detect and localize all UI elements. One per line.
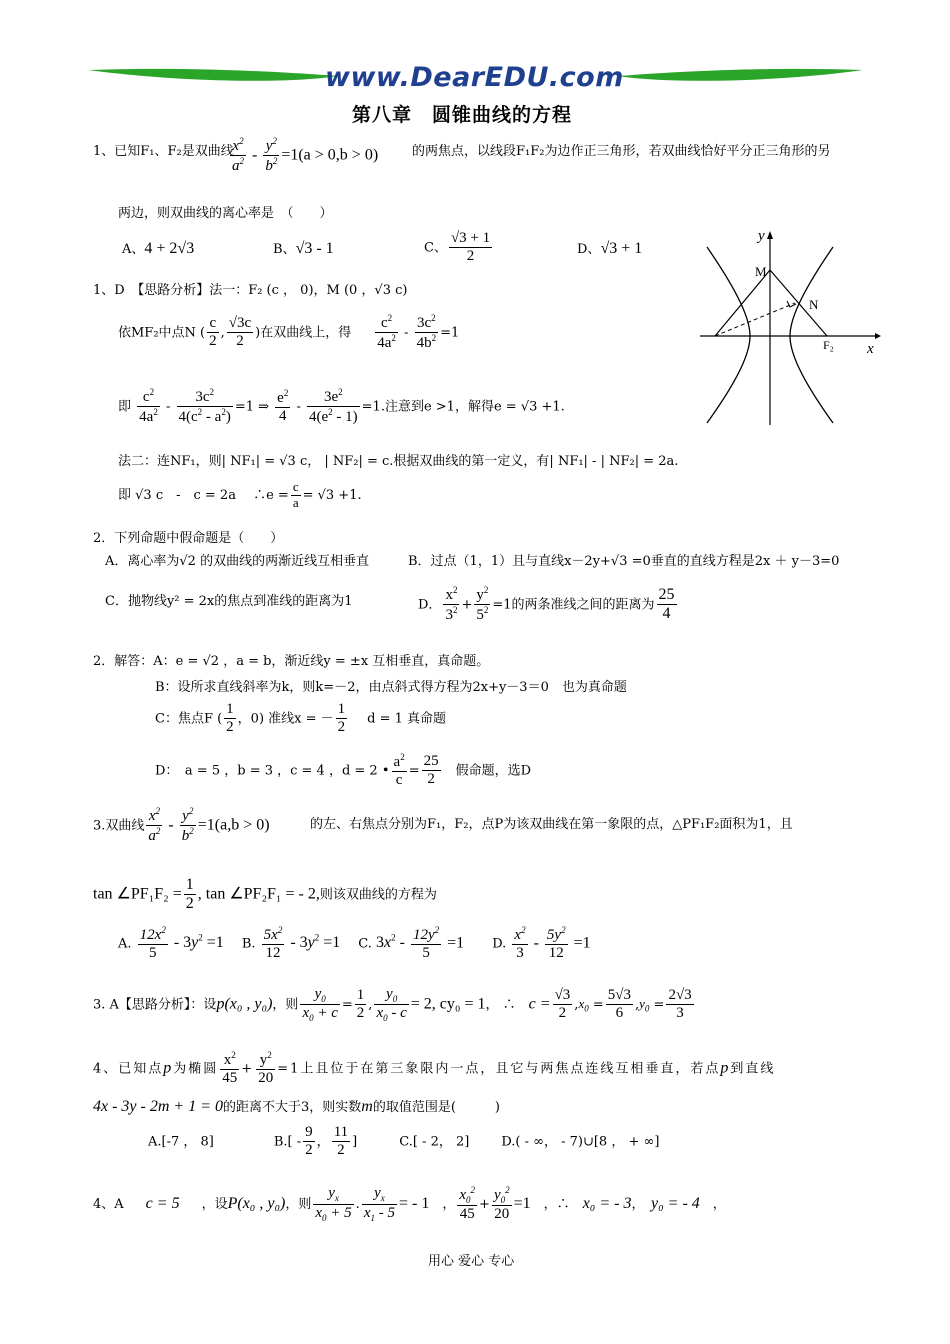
point-f2-label: F₂ [823, 338, 834, 352]
q1-stem-b: 的两焦点，以线段F₁F₂为边作正三角形，若双曲线恰好平分正三角形的另 [412, 144, 831, 159]
q1-stem-c: 两边，则双曲线的离心率是 （ ） [118, 206, 333, 221]
q3-line2: tan ∠PF₁F₂ = $\frac{1}{2}$ , tan ∠PF₂F₁ = - 2,则该双曲线的方程为 [93, 876, 437, 913]
q1-equation: $\frac{x^2}{a^2}$ - $\frac{y^2}{b^2}$ =1(a > 0,b > 0) [232, 136, 379, 175]
q2-stem: 2．下列命题中假命题是（ ） [93, 531, 284, 546]
q1-option-b: B、√3 - 1 [273, 240, 334, 257]
point-m-label: M [755, 264, 767, 279]
y-axis-label: y [758, 228, 765, 244]
q1-option-a: A、4 + 2√3 [122, 240, 195, 257]
left-branch [707, 247, 750, 423]
triangle-left-side [715, 270, 770, 336]
s2-line3: C：焦点F ( $\frac{1}{2}$ ，0) 准线x = － $\frac{1}{2}$ d = 1 真命题 [155, 701, 447, 736]
s1-line5: 即 √3 c - c = 2a ∴e = $\frac{c}{a}$ = √3 +1. [118, 479, 362, 510]
s2-line1: 2．解答：A：e = √2 ，a = b，渐近线y = ±x 互相垂直，真命题。 [93, 654, 490, 669]
s4-line: 4、A c = 5 ，设P(x₀ , y₀)，则 $\frac{y_x}{x_0 + 5}$ . $\frac{y_x}{x_1 - 5}$ = - 1 ， $\frac{x_0^2}{45}$ + $\frac{y_0^2}{20}$ =1 ，∴ x₀ = - 3， y₀ = - 4 ， [93, 1185, 726, 1223]
point-n-label: N [809, 297, 819, 312]
s2-line2: B：设所求直线斜率为k，则k=－2，由点斜式得方程为2x+y－3＝0 也为真命题 [155, 680, 627, 695]
s1-line3: 即 $\frac{c^2}{4a^2}$ - $\frac{3c^2}{4(c^2 - a^2)}$ =1 ⇒ $\frac{e^2}{4}$ - $\frac{3e^2}{4(e^2 - 1)}$ =1.注意到e >1，解得e = √3 +1. [118, 387, 565, 426]
q1-option-c: C、 $\frac{√3 + 1}{2}$ [424, 230, 491, 265]
left-leaf-decoration [88, 69, 338, 81]
q2-option-b: B．过点（1，1）且与直线x－2y+√3 =0垂直的直线方程是2x ＋ y－3=0 [408, 554, 840, 569]
q2-option-a: A．离心率为√2 的双曲线的两渐近线互相垂直 [105, 554, 370, 569]
page-footer: 用心 爱心 专心 [428, 1254, 515, 1269]
hyperbola-figure [695, 225, 895, 430]
page-title: 第八章 圆锥曲线的方程 [352, 104, 573, 126]
right-leaf-decoration [618, 69, 863, 81]
triangle-right-side [770, 270, 827, 336]
q2-option-d: D． $\frac{x^2}{3^2}$ + $\frac{y^2}{5^2}$ =1的两条准线之间的距离为 $\frac{25}{4}$ [418, 585, 675, 624]
q3-stem-b: 的左、右焦点分别为F₁，F₂，点P为该双曲线在第一象限的点，△PF₁F₂面积为1，且 [310, 817, 793, 832]
q1-option-d: D、√3 + 1 [577, 240, 643, 257]
s2-line4: D： a = 5 ，b = 3 ，c = 4 ，d = 2 • $\frac{a^2}{c}$ = $\frac{25}{2}$ 假命题，选D [155, 752, 532, 789]
q3-options: A. $\frac{12x^2}{5}$ - $3y^2 =1$ B. $\frac{5x^2}{12}$ - $3y^2 =1$ C. $3x^2$ - $\frac{12y^2}{5}$ =1 D. $\frac{x^2}{3}$ - $\frac{5y^2}{12}$ =1 [118, 925, 591, 962]
site-logo: www.DearEDU.com [325, 62, 624, 93]
q2-option-c: C．抛物线y² = 2x的焦点到准线的距离为1 [105, 594, 353, 609]
x-axis-arrow [875, 333, 881, 339]
q4-stem: 4、已知点p为椭圆 $\frac{x^2}{45}$ + $\frac{y^2}{20}$ =1上且位于在第三象限内一点，且它与两焦点连线互相垂直，若点p到直线 [93, 1050, 776, 1087]
q3-stem: 3.双曲线 $\frac{x^2}{a^2}$ - $\frac{y^2}{b^2}$ =1(a,b > 0) [93, 806, 270, 845]
s1-line1: 1、D 【思路分析】法一：F₂ (c ， 0)，M (0 ，√3 c) [93, 283, 408, 298]
x-axis-label: x [867, 341, 874, 357]
s3-line: 3. A【思路分析】：设p(x₀ , y₀)，则 $\frac{y_0}{x_0 + c}$ = $\frac{1}{2}$ , $\frac{y_0}{x_0 - c}$ = 2, cy₀ = 1， ∴ c = $\frac{√3}{2}$ $,x_0$ = $\frac{5√3}{6}$ $,y_0$ = $\frac{2√3}{3}$ [93, 986, 692, 1024]
dashed-line-f1n [715, 303, 795, 336]
s1-line4: 法二：连NF₁，则| NF₁| = √3 c， | NF₂| = c.根据双曲线的第一定义，有| NF₁| - | NF₂| = 2a. [118, 454, 679, 469]
q4-line2: 4x - 3y - 2m + 1 = 0的距离不大于3，则实数m的取值范围是( ) [93, 1098, 501, 1115]
s1-line2: 依MF₂中点N ( $\frac{c}{2}$ , $\frac{√3c}{2}$ )在双曲线上，得 $\frac{c^2}{4a^2}$ - $\frac{3c^2}{4b^2}$ =1 [118, 313, 460, 352]
y-axis-arrow [767, 231, 773, 239]
q1-stem-a: 1、已知F₁、F₂是双曲线 [93, 144, 234, 159]
q4-options: A.[-7 ， 8] B.[ - $\frac{9}{2}$ ， $\frac{11}{2}$ ] C.[ - 2， 2] D.( - ∞， - 7)∪[8 ， + ∞] [148, 1124, 660, 1159]
